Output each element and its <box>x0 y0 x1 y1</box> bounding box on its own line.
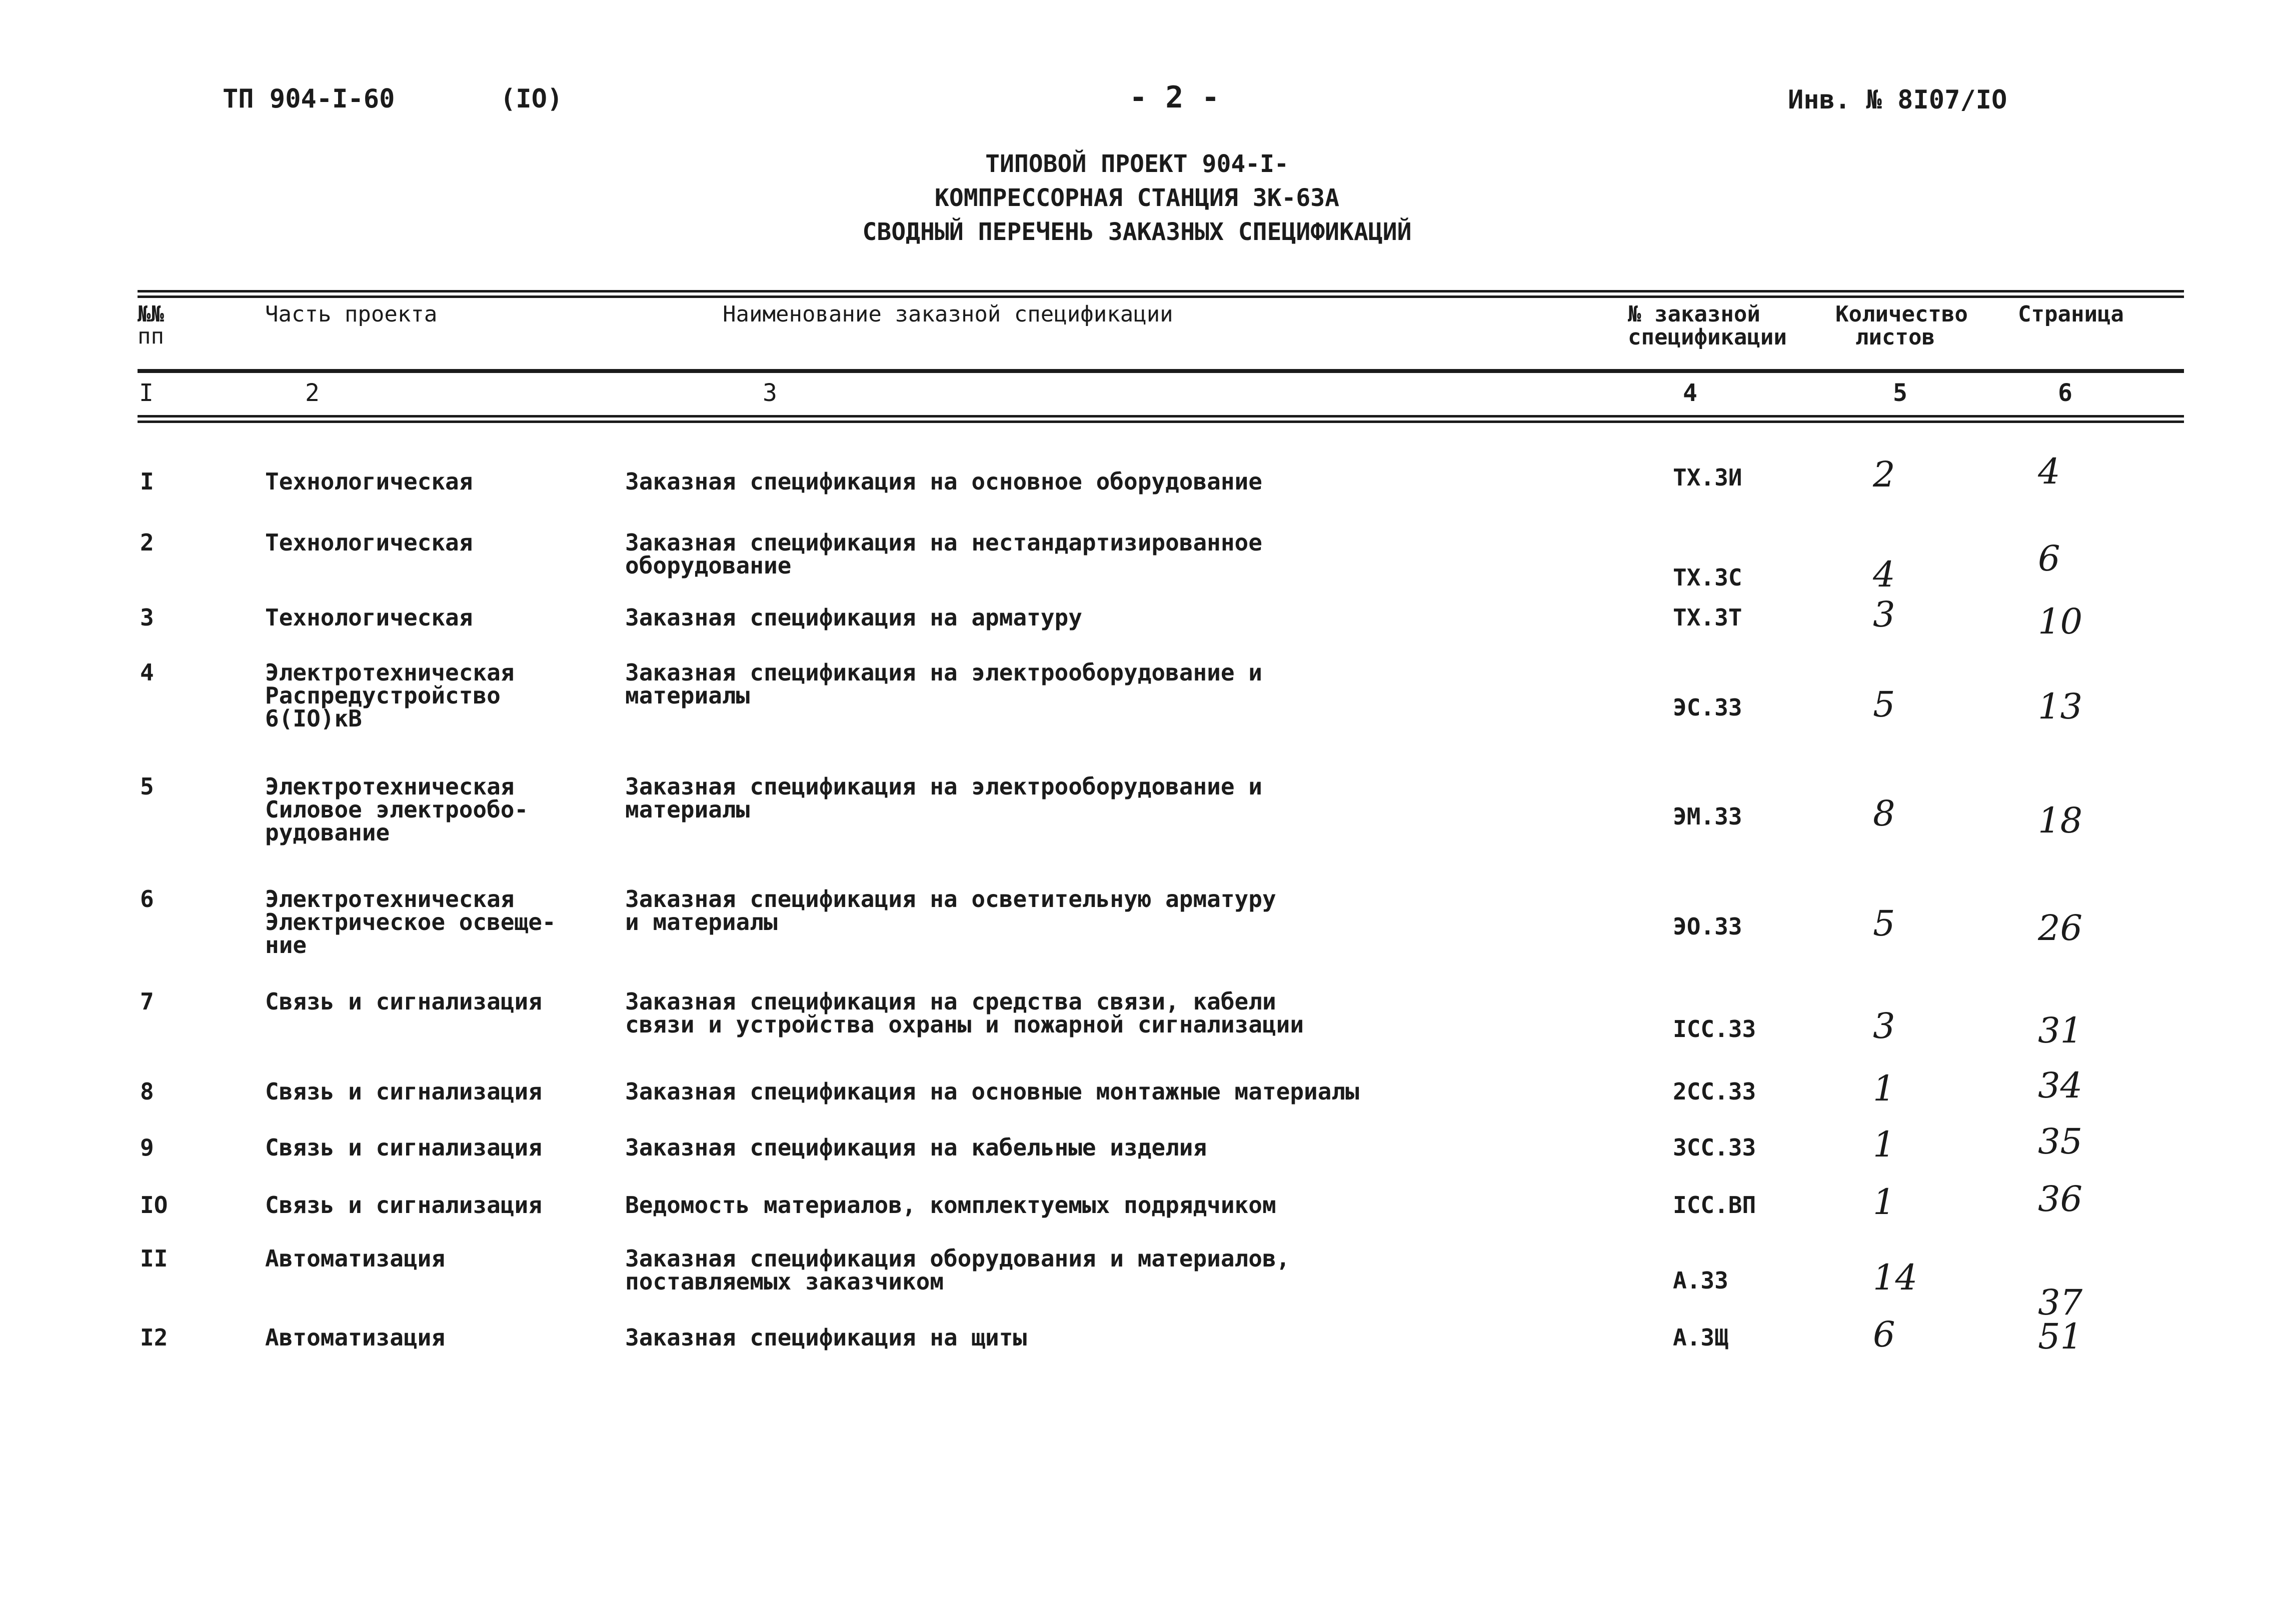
sheet-count: 5 <box>1873 903 1895 944</box>
header-sheets-line1: Количество <box>1835 302 1968 327</box>
part-line: Электротехническая <box>265 659 515 686</box>
column-number-3: 3 <box>763 379 777 407</box>
specification-name <box>625 990 1304 1036</box>
row-number: 5 <box>140 773 154 800</box>
name-line: Ведомость материалов, комплектуемых подрядчиком <box>625 1192 1276 1218</box>
part-line: Связь и сигнализация <box>265 1134 542 1161</box>
row-number: 9 <box>140 1134 154 1161</box>
part-of-project <box>265 1247 445 1270</box>
document-code: ТП 904-I-60 <box>223 84 395 114</box>
specification-code: ТХ.ЗИ <box>1673 464 1742 491</box>
header-separator-rule <box>138 369 2184 373</box>
part-line: Электротехническая <box>265 886 515 912</box>
part-of-project <box>265 606 473 629</box>
column-numbers-rule <box>138 415 2184 418</box>
specification-code: ЭС.ЗЗ <box>1673 694 1742 721</box>
header-sheets-line2: листов <box>1855 324 1935 350</box>
name-line: Заказная спецификация на арматуру <box>625 604 1082 631</box>
header-part: Часть проекта <box>265 302 438 327</box>
page-reference: 51 <box>2038 1316 2083 1357</box>
row-number: 8 <box>140 1078 154 1105</box>
sheet-count: 4 <box>1873 554 1895 595</box>
name-line: Заказная спецификация оборудования и материалов, <box>625 1245 1290 1272</box>
part-line: Связь и сигнализация <box>265 1078 542 1105</box>
name-line: связи и устройства охраны и пожарной сигнализации <box>625 1011 1304 1038</box>
row-number: 4 <box>140 659 154 686</box>
name-line: поставляемых заказчиком <box>625 1268 944 1295</box>
sheet-count: 8 <box>1873 793 1895 834</box>
row-number: 6 <box>140 886 154 912</box>
sheet-count: 1 <box>1873 1124 1895 1165</box>
page-reference: 36 <box>2038 1178 2083 1220</box>
row-number: I <box>140 468 154 495</box>
part-line: Автоматизация <box>265 1245 446 1272</box>
name-line: Заказная спецификация на электрооборудование и <box>625 659 1262 686</box>
specification-name <box>625 470 1262 493</box>
specification-name <box>625 661 1262 707</box>
part-line: 6(IO)кВ <box>265 705 362 732</box>
header-page: Страница <box>2018 302 2124 327</box>
part-of-project <box>265 990 542 1013</box>
part-of-project <box>265 1326 445 1349</box>
sheet-count: 14 <box>1873 1257 1918 1298</box>
sheet-count: 6 <box>1873 1314 1895 1355</box>
name-line: материалы <box>625 682 750 709</box>
part-line: Технологическая <box>265 468 473 495</box>
sheet-count: 1 <box>1873 1068 1895 1109</box>
title-line-1: ТИПОВОЙ ПРОЕКТ 904-I- <box>985 150 1289 178</box>
part-of-project <box>265 531 473 554</box>
column-number-1: I <box>139 379 154 407</box>
title-line-2: КОМПРЕССОРНАЯ СТАНЦИЯ 3К-63А <box>934 184 1340 212</box>
specification-code: ТХ.ЗС <box>1673 564 1742 591</box>
table-top-rule <box>138 290 2184 292</box>
header-code-line1: № заказной <box>1628 302 1760 327</box>
part-line: Технологическая <box>265 529 473 556</box>
column-number-6: 6 <box>2058 379 2072 407</box>
specification-code: ЭМ.ЗЗ <box>1673 803 1742 830</box>
name-line: и материалы <box>625 908 778 936</box>
page-reference: 18 <box>2038 800 2083 841</box>
name-line: Заказная спецификация на нестандартизированное <box>625 529 1262 556</box>
page-reference: 6 <box>2038 538 2060 579</box>
part-line: Распредустройство <box>265 682 501 709</box>
page-number: - 2 - <box>1129 80 1220 115</box>
column-number-4: 4 <box>1683 379 1697 407</box>
row-number: 7 <box>140 988 154 1015</box>
part-of-project <box>265 888 556 956</box>
sheet-count: 2 <box>1873 454 1895 495</box>
name-line: Заказная спецификация на электрооборудование и <box>625 773 1262 800</box>
page-reference: 37 <box>2038 1282 2083 1323</box>
specification-code: А.ЗЗ <box>1673 1267 1728 1294</box>
name-line: оборудование <box>625 552 792 579</box>
specification-code: А.ЗЩ <box>1673 1324 1728 1351</box>
specification-code: IСС.ВП <box>1673 1192 1756 1218</box>
specification-name <box>625 1247 1290 1293</box>
part-line: Электрическое освеще- <box>265 908 556 936</box>
part-line: Силовое электрообо- <box>265 796 529 823</box>
page-reference: 35 <box>2038 1121 2083 1162</box>
part-line: Автоматизация <box>265 1324 446 1351</box>
specification-name <box>625 1194 1276 1216</box>
volume-number: (IO) <box>500 84 563 114</box>
specification-name <box>625 1326 1027 1349</box>
specification-name <box>625 775 1262 821</box>
header-code-line2: спецификации <box>1628 324 1787 350</box>
part-line: Технологическая <box>265 604 473 631</box>
page-reference: 4 <box>2038 451 2060 492</box>
part-of-project <box>265 1136 542 1159</box>
header-num-line2: пп <box>138 324 164 349</box>
row-number: 3 <box>140 604 154 631</box>
sheet-count: 3 <box>1873 594 1895 635</box>
specification-name <box>625 531 1262 577</box>
page-reference: 10 <box>2038 601 2083 642</box>
specification-code: ТХ.ЗТ <box>1673 604 1742 631</box>
sheet-count: 5 <box>1873 684 1895 725</box>
part-line: рудование <box>265 819 390 846</box>
part-of-project <box>265 1080 542 1103</box>
specification-name <box>625 1080 1359 1103</box>
row-number: IO <box>140 1192 168 1218</box>
part-of-project <box>265 661 515 730</box>
header-num-line1: №№ <box>138 302 164 327</box>
specification-name <box>625 1136 1207 1159</box>
name-line: материалы <box>625 796 750 823</box>
page-reference: 31 <box>2038 1010 2083 1051</box>
page-reference: 26 <box>2038 908 2083 948</box>
name-line: Заказная спецификация на кабельные изделия <box>625 1134 1207 1161</box>
specification-code: IСС.ЗЗ <box>1673 1016 1756 1042</box>
title-line-3: СВОДНЫЙ ПЕРЕЧЕНЬ ЗАКАЗНЫХ СПЕЦИФИКАЦИЙ <box>862 218 1412 246</box>
inventory-number: Инв. № 8I07/IO <box>1788 85 2007 115</box>
sheet-count: 3 <box>1873 1006 1895 1046</box>
column-number-2: 2 <box>305 379 320 407</box>
specification-name <box>625 606 1082 629</box>
specification-code: 3СС.ЗЗ <box>1673 1134 1756 1161</box>
part-line: Связь и сигнализация <box>265 1192 542 1218</box>
header-spec-name: Наименование заказной спецификации <box>723 302 1173 327</box>
name-line: Заказная спецификация на основное оборудование <box>625 468 1262 495</box>
part-of-project <box>265 775 528 844</box>
part-line: ние <box>265 932 307 958</box>
specification-code: ЭО.ЗЗ <box>1673 913 1742 940</box>
part-of-project <box>265 470 473 493</box>
part-line: Связь и сигнализация <box>265 988 542 1015</box>
column-number-5: 5 <box>1893 379 1907 407</box>
specification-code: 2СС.ЗЗ <box>1673 1078 1756 1105</box>
part-line: Электротехническая <box>265 773 515 800</box>
row-number: II <box>140 1245 168 1272</box>
name-line: Заказная спецификация на средства связи, кабели <box>625 988 1276 1015</box>
name-line: Заказная спецификация на основные монтажные материалы <box>625 1078 1359 1105</box>
specification-name <box>625 888 1276 934</box>
row-number: 2 <box>140 529 154 556</box>
sheet-count: 1 <box>1873 1182 1895 1222</box>
part-of-project <box>265 1194 542 1216</box>
name-line: Заказная спецификация на щиты <box>625 1324 1027 1351</box>
row-number: I2 <box>140 1324 168 1351</box>
page-reference: 13 <box>2038 686 2083 727</box>
name-line: Заказная спецификация на осветительную арматуру <box>625 886 1276 912</box>
page-reference: 34 <box>2038 1065 2083 1106</box>
